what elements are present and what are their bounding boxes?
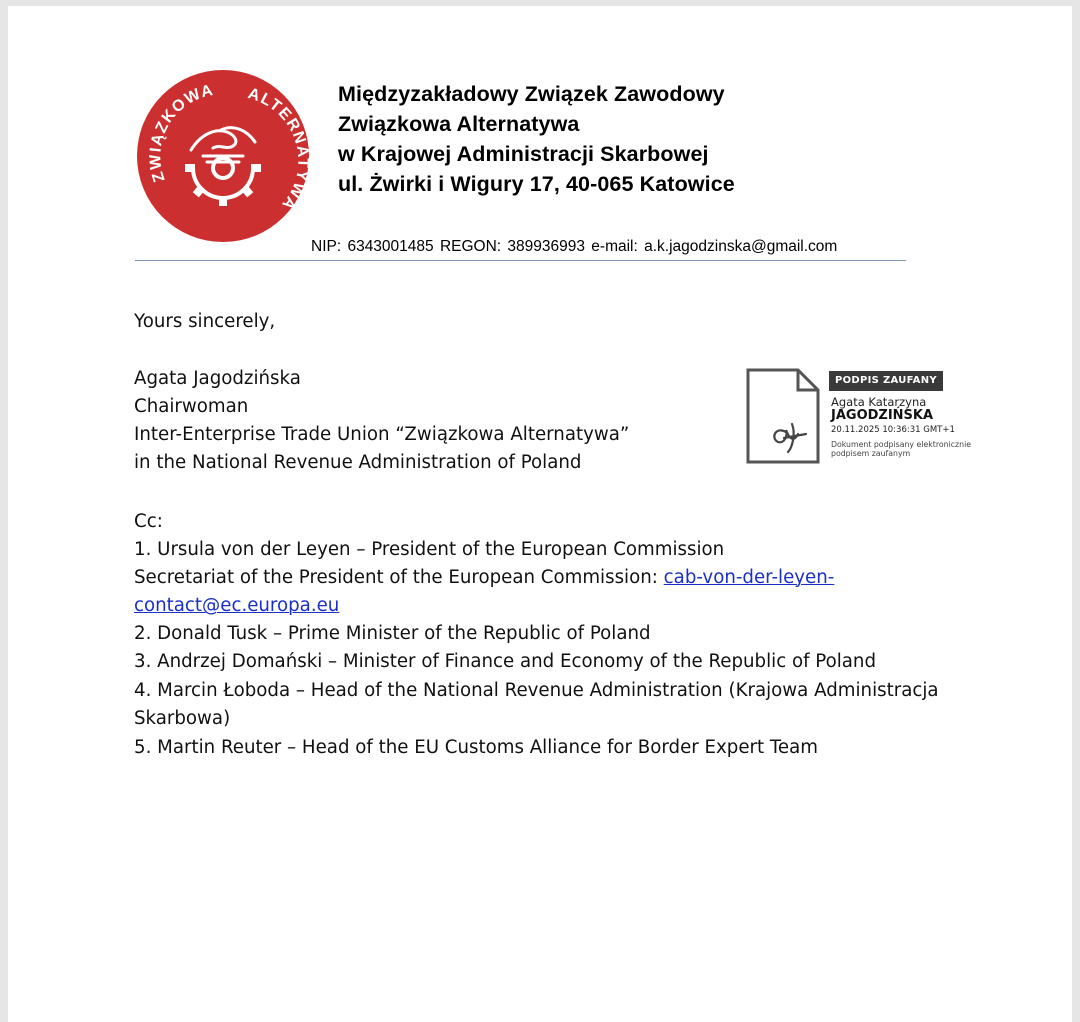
signer-org-line-2: in the National Revenue Administration of Poland xyxy=(134,452,582,473)
cc-item-5: 5. Martin Reuter – Head of the EU Customs Alliance for Border Expert Team xyxy=(134,737,818,758)
signature-timestamp: 20.11.2025 10:36:31 GMT+1 xyxy=(831,425,955,435)
cc-item-4: 4. Marcin Łoboda – Head of the National Revenue Administration (Krajowa Administracja xyxy=(134,680,939,701)
cc-item-1-link-line xyxy=(134,592,339,620)
union-logo xyxy=(135,68,311,244)
cc-item-1-secretariat xyxy=(134,564,834,592)
signature-first-names: Agata Katarzyna xyxy=(831,395,927,409)
signer-org: Inter-Enterprise Trade Union “Związkowa Alternatywa” xyxy=(134,424,630,445)
signature-note-line-1: Dokument podpisany elektronicznie xyxy=(831,440,972,449)
logo-text-right: ALTERNATYWA xyxy=(245,85,311,214)
signed-document-icon xyxy=(746,368,820,464)
letterhead-line-3: w Krajowej Administracji Skarbowej xyxy=(338,142,709,166)
letterhead-divider xyxy=(135,260,906,261)
closing-text: Yours sincerely, xyxy=(134,311,276,332)
letterhead-contact: NIP: 6343001485 REGON: 389936993 e-mail: a.k.jagodzinska@gmail.com xyxy=(311,238,838,255)
logo-text-top: ZWIĄZKOWA xyxy=(146,81,216,185)
cc-item-2: 2. Donald Tusk – Prime Minister of the Republic of Poland xyxy=(134,623,651,644)
document-page xyxy=(8,6,1072,1022)
letterhead-line-2: Związkowa Alternatywa xyxy=(338,112,580,136)
cc-item-4-continued: Skarbowa) xyxy=(134,708,231,729)
trusted-signature-badge: PODPIS ZAUFANY xyxy=(829,371,943,391)
email-link-part-1[interactable]: cab-von-der-leyen- xyxy=(663,567,835,588)
cc-label: Cc: xyxy=(134,511,163,532)
cc-item-1-secretariat-label: Secretariat of the President of the European Commission: xyxy=(134,567,664,588)
cc-item-3: 3. Andrzej Domański – Minister of Finance and Economy of the Republic of Poland xyxy=(134,651,877,672)
letterhead-line-4: ul. Żwirki i Wigury 17, 40-065 Katowice xyxy=(338,172,735,196)
cc-item-1: 1. Ursula von der Leyen – President of the European Commission xyxy=(134,539,725,560)
email-link-part-2[interactable]: contact@ec.europa.eu xyxy=(134,595,340,616)
signature-surname: JAGODZIŃSKA xyxy=(831,408,934,423)
signer-name: Agata Jagodzińska xyxy=(134,368,301,389)
signature-note-line-2: podpisem zaufanym xyxy=(831,449,911,458)
signer-role: Chairwoman xyxy=(134,396,249,417)
letterhead-line-1: Międzyzakładowy Związek Zawodowy xyxy=(338,82,725,106)
